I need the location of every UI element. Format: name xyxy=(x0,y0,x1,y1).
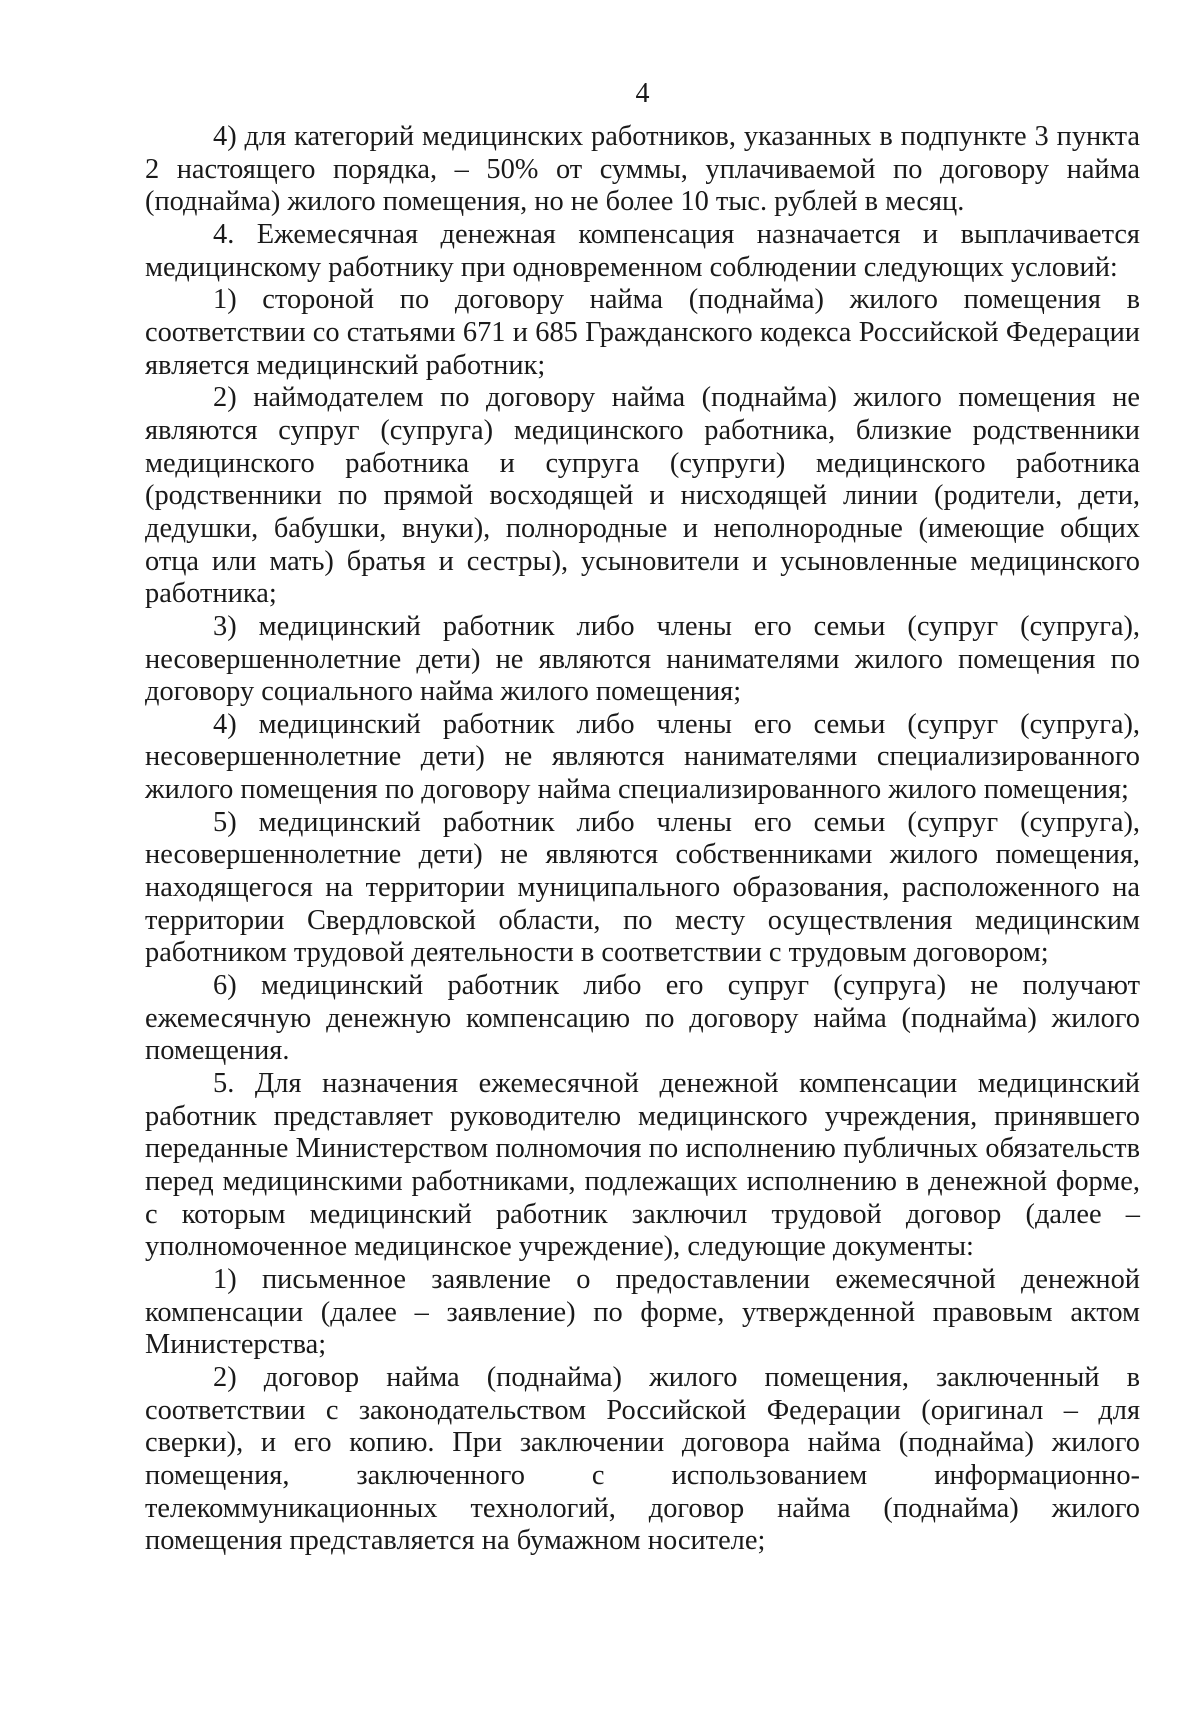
page-number: 4 xyxy=(635,78,650,109)
paragraph-condition-3: 3) медицинский работник либо члены его семьи (супруг (супруга), несовершеннолетние дети) не являются нанимателями жилого помещения по договору социального найма жилого помещения; xyxy=(145,610,1140,708)
paragraph-document-2: 2) договор найма (поднайма) жилого помещения, заключенный в соответствии с законодательством Российской Федерации (оригинал – для сверки), и его копию. При заключении договора найма (поднайма) жилого помещения, заключенного с использованием информационно-телекоммуникационных технологий, договор найма (поднайма) жилого помещения представляется на бумажном носителе; xyxy=(145,1361,1140,1557)
paragraph-clause-4: 4. Ежемесячная денежная компенсация назначается и выплачивается медицинскому работнику при одновременном соблюдении следующих условий: xyxy=(145,218,1140,283)
paragraph-condition-6: 6) медицинский работник либо его супруг (супруга) не получают ежемесячную денежную компенсацию по договору найма (поднайма) жилого помещения. xyxy=(145,970,1140,1067)
paragraph-condition-2: 2) наймодателем по договору найма (поднайма) жилого помещения не являются супруг (супруга) медицинского работника, близкие родственники медицинского работника и супруга (супруги) медицинского работника (родственники по прямой восходящей и нисходящей линии (родители, дети, дедушки, бабушки, внуки), полнородные и неполнородные (имеющие общих отца или мать) братья и сестры), усыновители и усыновленные медицинского работника; xyxy=(145,382,1140,610)
paragraph-subitem-4-rate: 4) для категорий медицинских работников, указанных в подпункте 3 пункта 2 настоящего порядка, – 50% от суммы, уплачиваемой по договору найма (поднайма) жилого помещения, но не более 10 тыс. рублей в месяц. xyxy=(145,121,1140,218)
paragraph-condition-4: 4) медицинский работник либо члены его семьи (супруг (супруга), несовершеннолетние дети) не являются нанимателями специализированного жилого помещения по договору найма специализированного жилого помещения; xyxy=(145,708,1140,806)
document-body xyxy=(145,121,1140,1558)
paragraph-document-1: 1) письменное заявление о предоставлении ежемесячной денежной компенсации (далее – заявление) по форме, утвержденной правовым актом Министерства; xyxy=(145,1263,1140,1361)
paragraph-condition-5: 5) медицинский работник либо члены его семьи (супруг (супруга), несовершеннолетние дети) не являются собственниками жилого помещения, находящегося на территории муниципального образования, расположенного на территории Свердловской области, по месту осуществления медицинским работником трудовой деятельности в соответствии с трудовым договором; xyxy=(145,806,1140,969)
paragraph-condition-1: 1) стороной по договору найма (поднайма) жилого помещения в соответствии со статьями 671 и 685 Гражданского кодекса Российской Федерации является медицинский работник; xyxy=(145,284,1140,381)
paragraph-clause-5: 5. Для назначения ежемесячной денежной компенсации медицинский работник представляет руководителю медицинского учреждения, принявшего переданные Министерством полномочия по исполнению публичных обязательств перед медицинскими работниками, подлежащих исполнению в денежной форме, с которым медицинский работник заключил трудовой договор (далее – уполномоченное медицинское учреждение), следующие документы: xyxy=(145,1068,1140,1263)
